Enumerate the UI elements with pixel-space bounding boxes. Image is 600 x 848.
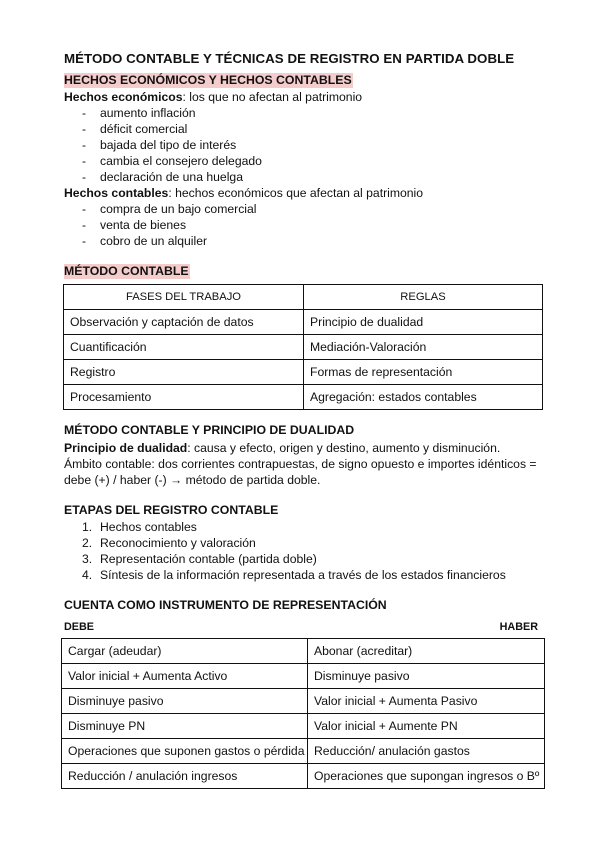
list-item-text: cambia el consejero delegado — [100, 154, 262, 168]
list-item-text: Hechos contables — [100, 520, 197, 534]
list-item-text: Representación contable (partida doble) — [100, 552, 317, 566]
table-cell: Disminuye pasivo — [62, 689, 308, 714]
list-item-text: déficit comercial — [100, 122, 188, 136]
table-cell: Principio de dualidad — [304, 310, 543, 335]
ambito-line-1: Ámbito contable: dos corrientes contrapuestas, de signo opuesto e importes idénticos = — [64, 457, 537, 471]
haber-label: HABER — [499, 621, 538, 633]
principio-dualidad-desc: : causa y efecto, origen y destino, aumento y disminución. — [187, 441, 501, 455]
table-header-cell: REGLAS — [304, 285, 543, 310]
list-item-text: compra de un bajo comercial — [100, 202, 257, 216]
table-row — [62, 739, 545, 764]
bullet-dash: - — [82, 202, 87, 216]
bullet-dash: - — [82, 218, 87, 232]
bullet-dash: - — [82, 234, 87, 248]
table-row — [62, 639, 545, 664]
table-cell: Cuantificación — [64, 335, 304, 360]
table-cell: Mediación-Valoración — [304, 335, 543, 360]
section-heading-hechos: HECHOS ECONÓMICOS Y HECHOS CONTABLES — [64, 73, 352, 87]
hechos-contables-label: Hechos contables — [64, 186, 169, 200]
list-item-text: bajada del tipo de interés — [100, 138, 237, 152]
list-item-text: aumento inflación — [100, 106, 196, 120]
table-cell: Observación y captación de datos — [64, 310, 304, 335]
list-item-text: Reconocimiento y valoración — [100, 536, 256, 550]
table-row — [62, 664, 545, 689]
table-cell: Formas de representación — [304, 360, 543, 385]
table-cell: Disminuye PN — [62, 714, 308, 739]
table-cell: Cargar (adeudar) — [62, 639, 308, 664]
list-item-text: Síntesis de la información representada a través de los estados financieros — [100, 568, 506, 582]
hechos-economicos-desc: : los que no afectan al patrimonio — [182, 90, 363, 104]
bullet-dash: - — [82, 154, 87, 168]
table-cell: Procesamiento — [64, 385, 304, 410]
table-row — [62, 689, 545, 714]
table-cell: Valor inicial + Aumenta Activo — [62, 664, 308, 689]
section-heading-etapas: ETAPAS DEL REGISTRO CONTABLE — [64, 503, 279, 517]
list-number: 2. — [82, 536, 93, 550]
table-header-cell: FASES DEL TRABAJO — [64, 285, 304, 310]
table-cell: Operaciones que suponen gastos o pérdida — [62, 739, 308, 764]
section-heading-cuenta: CUENTA COMO INSTRUMENTO DE REPRESENTACIÓN — [64, 598, 387, 612]
table-row — [64, 385, 543, 410]
bullet-dash: - — [82, 122, 87, 136]
section-heading-dualidad: MÉTODO CONTABLE Y PRINCIPIO DE DUALIDAD — [64, 423, 355, 437]
cuenta-table — [61, 638, 545, 789]
hechos-economicos-line — [64, 89, 362, 105]
table-cell: Registro — [64, 360, 304, 385]
table-row — [64, 360, 543, 385]
ambito-line-2: debe (+) / haber (-) → método de partida doble. — [64, 473, 321, 487]
principio-dualidad-label: Principio de dualidad — [64, 441, 188, 455]
hechos-contables-desc: : hechos económicos que afectan al patrimonio — [168, 186, 424, 200]
table-cell: Disminuye pasivo — [308, 664, 545, 689]
table-cell: Abonar (acreditar) — [308, 639, 545, 664]
principio-dualidad-line — [64, 440, 500, 456]
list-number: 3. — [82, 552, 93, 566]
hechos-economicos-label: Hechos económicos — [64, 90, 183, 104]
table-row — [62, 714, 545, 739]
list-item-text: declaración de una huelga — [100, 170, 243, 184]
table-cell: Valor inicial + Aumente PN — [308, 714, 545, 739]
table-cell: Valor inicial + Aumenta Pasivo — [308, 689, 545, 714]
debe-label: DEBE — [64, 621, 94, 633]
table-cell: Operaciones que supongan ingresos o Bº — [308, 764, 545, 789]
list-item-text: venta de bienes — [100, 218, 187, 232]
metodo-table — [63, 284, 543, 410]
bullet-dash: - — [82, 138, 87, 152]
list-item-text: cobro de un alquiler — [100, 234, 208, 248]
hechos-contables-line — [64, 185, 423, 201]
section-heading-metodo: MÉTODO CONTABLE — [64, 264, 189, 278]
table-cell: Reducción/ anulación gastos — [308, 739, 545, 764]
list-number: 1. — [82, 520, 93, 534]
document-title: MÉTODO CONTABLE Y TÉCNICAS DE REGISTRO EN PARTIDA DOBLE — [64, 51, 515, 66]
table-row — [64, 310, 543, 335]
list-number: 4. — [82, 568, 93, 582]
table-cell: Agregación: estados contables — [304, 385, 543, 410]
table-header-row — [64, 285, 543, 310]
bullet-dash: - — [82, 170, 87, 184]
table-row — [64, 335, 543, 360]
bullet-dash: - — [82, 106, 87, 120]
table-row — [62, 764, 545, 789]
table-cell: Reducción / anulación ingresos — [62, 764, 308, 789]
